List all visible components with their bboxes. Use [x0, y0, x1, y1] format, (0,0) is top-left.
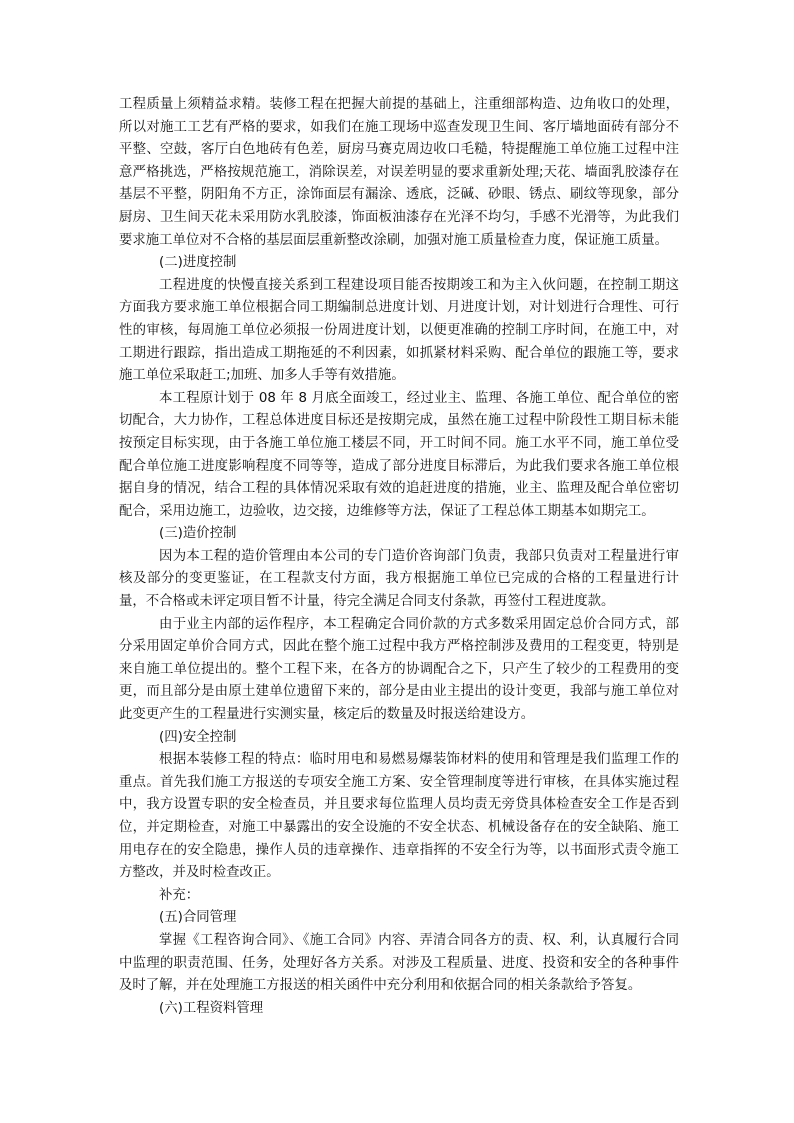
- heading-schedule-control: (二)进度控制: [159, 255, 237, 271]
- label-supplement: 补充：: [159, 887, 200, 903]
- heading-safety-control: (四)安全控制: [159, 729, 237, 745]
- paragraph-schedule-control: 工程进度的快慢直接关系到工程建设项目能否按期竣工和为主入伙问题，在控制工期这方面我方要求施工单位根据合同工期编制总进度计划、月进度计划，对计划进行合理性、可行性的审核，每周施工单位必须报一份周进度计划，以便更准确的控制工序时间，在施工中，对工期进行跟踪，指出造成工期拖延的不利因素，如抓紧材料采购、配合单位的跟施工等，要求施工单位采取赶工;加班、加多人手等有效措施。: [119, 277, 679, 384]
- paragraph-cost-management: 因为本工程的造价管理由本公司的专门造价咨询部门负责，我部只负责对工程量进行审核及部分的变更鉴证，在工程款支付方面，我方根据施工单位已完成的合格的工程量进行计量，不合格或未评定项目暂不计量，待完全满足合同支付条款，再签付工程进度款。: [119, 548, 679, 610]
- heading-cost-control: (三)造价控制: [159, 526, 237, 542]
- paragraph-quality-detail: 工程质量上须精益求精。装修工程在把握大前提的基础上，注重细部构造、边角收口的处理，所以对施工工艺有严格的要求，如我们在施工现场中巡查发现卫生间、客厅墙地面砖有部分不平整、空鼓，客厅白色地砖有色差，厨房马赛克周边收口毛糙，特提醒施工单位施工过程中注意严格挑选，严格按规范施工，消除误差，对误差明显的要求重新处理;天花、墙面乳胶漆存在基层不平整，阴阳角不方正，涂饰面层有漏涂、透底，泛碱、砂眼、锈点、刷纹等现象，部分厨房、卫生间天花未采用防水乳胶漆，饰面板油漆存在光泽不均匀，手感不光滑等，为此我们要求施工单位对不合格的基层面层重新整改涂刷，加强对施工质量检查力度，保证施工质量。: [119, 97, 679, 248]
- paragraph-safety-control: 根据本装修工程的特点：临时用电和易燃易爆装饰材料的使用和管理是我们监理工作的重点。首先我们施工方报送的专项安全施工方案、安全管理制度等进行审核，在具体实施过程中，我方设置专职的安全检查员，并且要求每位监理人员均责无旁贷具体检查安全工作是否到位，并定期检查，对施工中暴露出的安全设施的不安全状态、机械设备存在的安全缺陷、施工用电存在的安全隐患，操作人员的违章操作、违章指挥的不安全行为等，以书面形式责令施工方整改，并及时检查改正。: [119, 752, 679, 881]
- heading-document-management: (六)工程资料管理: [159, 1000, 264, 1016]
- paragraph-cost-contract: 由于业主内部的运作程序，本工程确定合同价款的方式多数采用固定总价合同方式，部分采用固定单价合同方式，因此在整个施工过程中我方严格控制涉及费用的工程变更，特别是来自施工单位提出的。整个工程下来，在各方的协调配合之下，只产生了较少的工程费用的变更，而且部分是由原土建单位遗留下来的，部分是由业主提出的设计变更，我部与施工单位对此变更产生的工程量进行实测实量，核定后的数量及时报送给建设方。: [119, 616, 679, 723]
- paragraph-contract-management: 掌握《工程咨询合同》、《施工合同》内容、弄清合同各方的责、权、利，认真履行合同中监理的职责范围、任务，处理好各方关系。对涉及工程质量、进度、投资和安全的各种事件及时了解，并在处理施工方报送的相关函件中充分利用和依据合同的相关条款给予答复。: [119, 932, 679, 994]
- document-page: [119, 94, 679, 1020]
- paragraph-schedule-completion: 本工程原计划于 08 年 8 月底全面竣工，经过业主、监理、各施工单位、配合单位的密切配合，大力协作，工程总体进度目标还是按期完成，虽然在施工过程中阶段性工期目标未能按预定目标实现，由于各施工单位施工楼层不同，开工时间不同。施工水平不同，施工单位受配合单位施工进度影响程度不同等等，造成了部分进度目标滞后，为此我们要求各施工单位根据自身的情况，结合工程的具体情况采取有效的追赶进度的措施，业主、监理及配合单位密切配合，采用边施工，边验收，边交接，边维修等方法，保证了工程总体工期基本如期完工。: [119, 390, 679, 519]
- heading-contract-management: (五)合同管理: [159, 910, 237, 926]
